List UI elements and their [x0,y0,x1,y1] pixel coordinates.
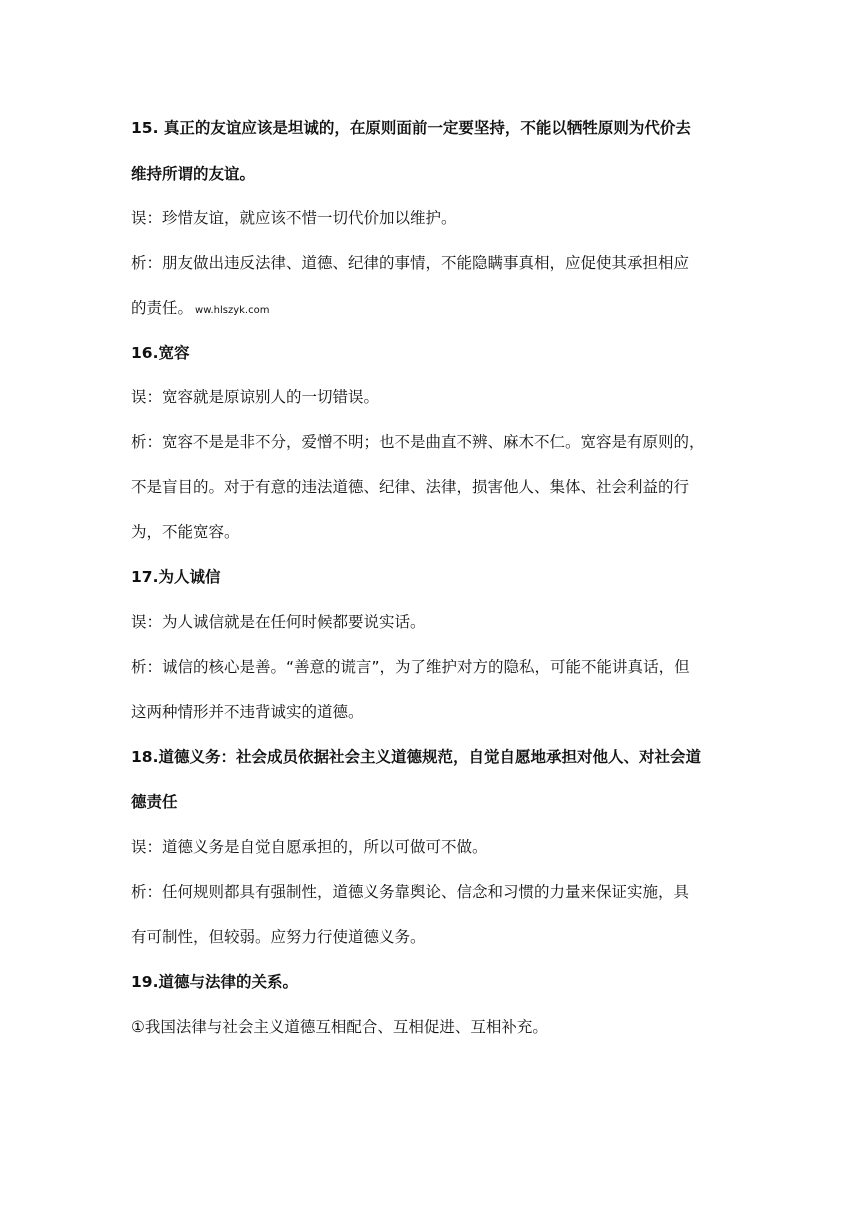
analysis-16-line-1: 析：宽容不是是非不分，爱憎不明；也不是曲直不辨、麻木不仁。宽容是有原则的， [131,433,705,451]
heading-15-line-1: 15. 真正的友谊应该是坦诚的，在原则面前一定要坚持，不能以牺牲原则为代价去 [131,119,691,137]
analysis-15-line-2 [131,298,741,321]
analysis-16-line-2: 不是盲目的。对于有意的违法道德、纪律、法律，损害他人、集体、社会利益的行 [131,478,690,496]
misconception-18: 误：道德义务是自觉自愿承担的，所以可做可不做。 [131,838,488,856]
analysis-15-line-2-text: 的责任。 [131,299,194,317]
analysis-18-line-2: 有可制性，但较弱。应努力行使道德义务。 [131,928,426,946]
watermark-url: ww.hlszyk.com [195,305,270,316]
misconception-16: 误：宽容就是原谅别人的一切错误。 [131,388,380,406]
heading-19: 19.道德与法律的关系。 [131,973,298,991]
misconception-15: 误：珍惜友谊，就应该不惜一切代价加以维护。 [131,209,457,227]
heading-17: 17.为人诚信 [131,568,221,586]
point-19-1: ①我国法律与社会主义道德互相配合、互相促进、互相补充。 [131,1018,548,1036]
heading-18-line-2: 德责任 [131,793,178,811]
heading-16: 16.宽容 [131,344,190,362]
analysis-18-line-1: 析：任何规则都具有强制性，道德义务靠舆论、信念和习惯的力量来保证实施，具 [131,883,690,901]
misconception-17: 误：为人诚信就是在任何时候都要说实话。 [131,613,426,631]
analysis-17-line-1: 析：诚信的核心是善。“善意的谎言”，为了维护对方的隐私，可能不能讲真话，但 [131,658,690,676]
heading-18-line-1: 18.道德义务：社会成员依据社会主义道德规范，自觉自愿地承担对他人、对社会道 [131,748,701,766]
analysis-17-line-2: 这两种情形并不违背诚实的道德。 [131,703,364,721]
heading-15-line-2: 维持所谓的友谊。 [131,165,256,183]
analysis-15-line-1: 析：朋友做出违反法律、道德、纪律的事情，不能隐瞒事真相，应促使其承担相应 [131,254,690,272]
analysis-16-line-3: 为，不能宽容。 [131,523,240,541]
